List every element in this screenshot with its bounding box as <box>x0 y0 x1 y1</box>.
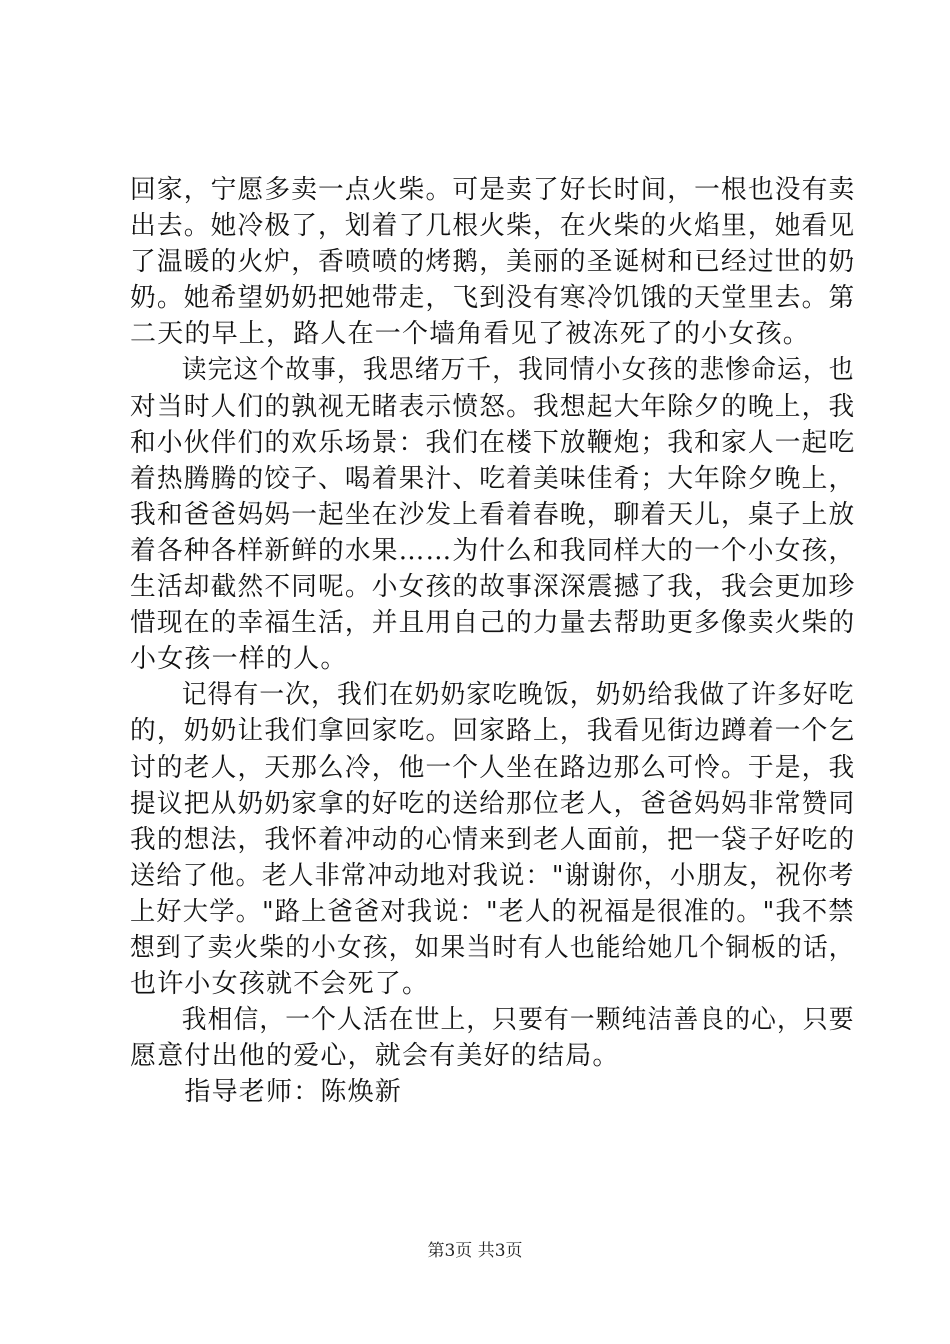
text-line: 的，奶奶让我们拿回家吃。回家路上，我看见街边蹲着一个乞 <box>130 716 856 747</box>
essay-body <box>130 172 856 1110</box>
text-line: 出去。她冷极了，划着了几根火柴，在火柴的火焰里，她看见 <box>130 211 856 242</box>
text-line: 着各种各样新鲜的水果……为什么和我同样大的一个小女孩， <box>130 535 856 566</box>
text-line: 我相信，一个人活在世上，只要有一颗纯洁善良的心，只要 <box>130 1005 855 1036</box>
text-line: 了温暖的火炉，香喷喷的烤鹅，美丽的圣诞树和已经过世的奶 <box>130 247 856 278</box>
page-number-footer: 第3页 共3页 <box>427 1241 523 1261</box>
text-line: 惜现在的幸福生活，并且用自己的力量去帮助更多像卖火柴的 <box>130 608 856 639</box>
text-line: 愿意付出他的爱心，就会有美好的结局。 <box>130 1041 620 1072</box>
text-line: 和小伙伴们的欢乐场景：我们在楼下放鞭炮；我和家人一起吃 <box>130 427 856 458</box>
text-line: 讨的老人，天那么冷，他一个人坐在路边那么可怜。于是，我 <box>130 752 856 783</box>
text-line: 指导老师：陈焕新 <box>130 1077 403 1108</box>
text-line: 奶。她希望奶奶把她带走，飞到没有寒冷饥饿的天堂里去。第 <box>130 283 856 314</box>
text-line: 我和爸爸妈妈一起坐在沙发上看着春晚，聊着天儿，桌子上放 <box>130 499 856 530</box>
text-line: 送给了他。老人非常冲动地对我说："谢谢你，小朋友，祝你考 <box>130 860 855 891</box>
text-line: 想到了卖火柴的小女孩，如果当时有人也能给她几个铜板的话， <box>130 932 855 963</box>
text-line: 记得有一次，我们在奶奶家吃晚饭，奶奶给我做了许多好吃 <box>130 680 855 711</box>
text-line: 小女孩一样的人。 <box>130 644 348 675</box>
text-line: 也许小女孩就不会死了。 <box>130 969 430 1000</box>
text-line: 我的想法，我怀着冲动的心情来到老人面前，把一袋子好吃的 <box>130 824 856 855</box>
text-line: 二天的早上，路人在一个墙角看见了被冻死了的小女孩。 <box>130 319 811 350</box>
text-line: 上好大学。"路上爸爸对我说："老人的祝福是很准的。"我不禁 <box>130 896 855 927</box>
text-line: 对当时人们的孰视无睹表示愤怒。我想起大年除夕的晚上，我 <box>130 391 856 422</box>
text-line: 提议把从奶奶家拿的好吃的送给那位老人，爸爸妈妈非常赞同 <box>130 788 856 819</box>
text-line: 着热腾腾的饺子、喝着果汁、吃着美味佳肴；大年除夕晚上， <box>130 463 856 494</box>
text-line: 生活却截然不同呢。小女孩的故事深深震撼了我，我会更加珍 <box>130 572 856 603</box>
text-line: 回家，宁愿多卖一点火柴。可是卖了好长时间，一根也没有卖 <box>130 175 856 205</box>
text-line: 读完这个故事，我思绪万千，我同情小女孩的悲惨命运，也 <box>130 355 855 386</box>
